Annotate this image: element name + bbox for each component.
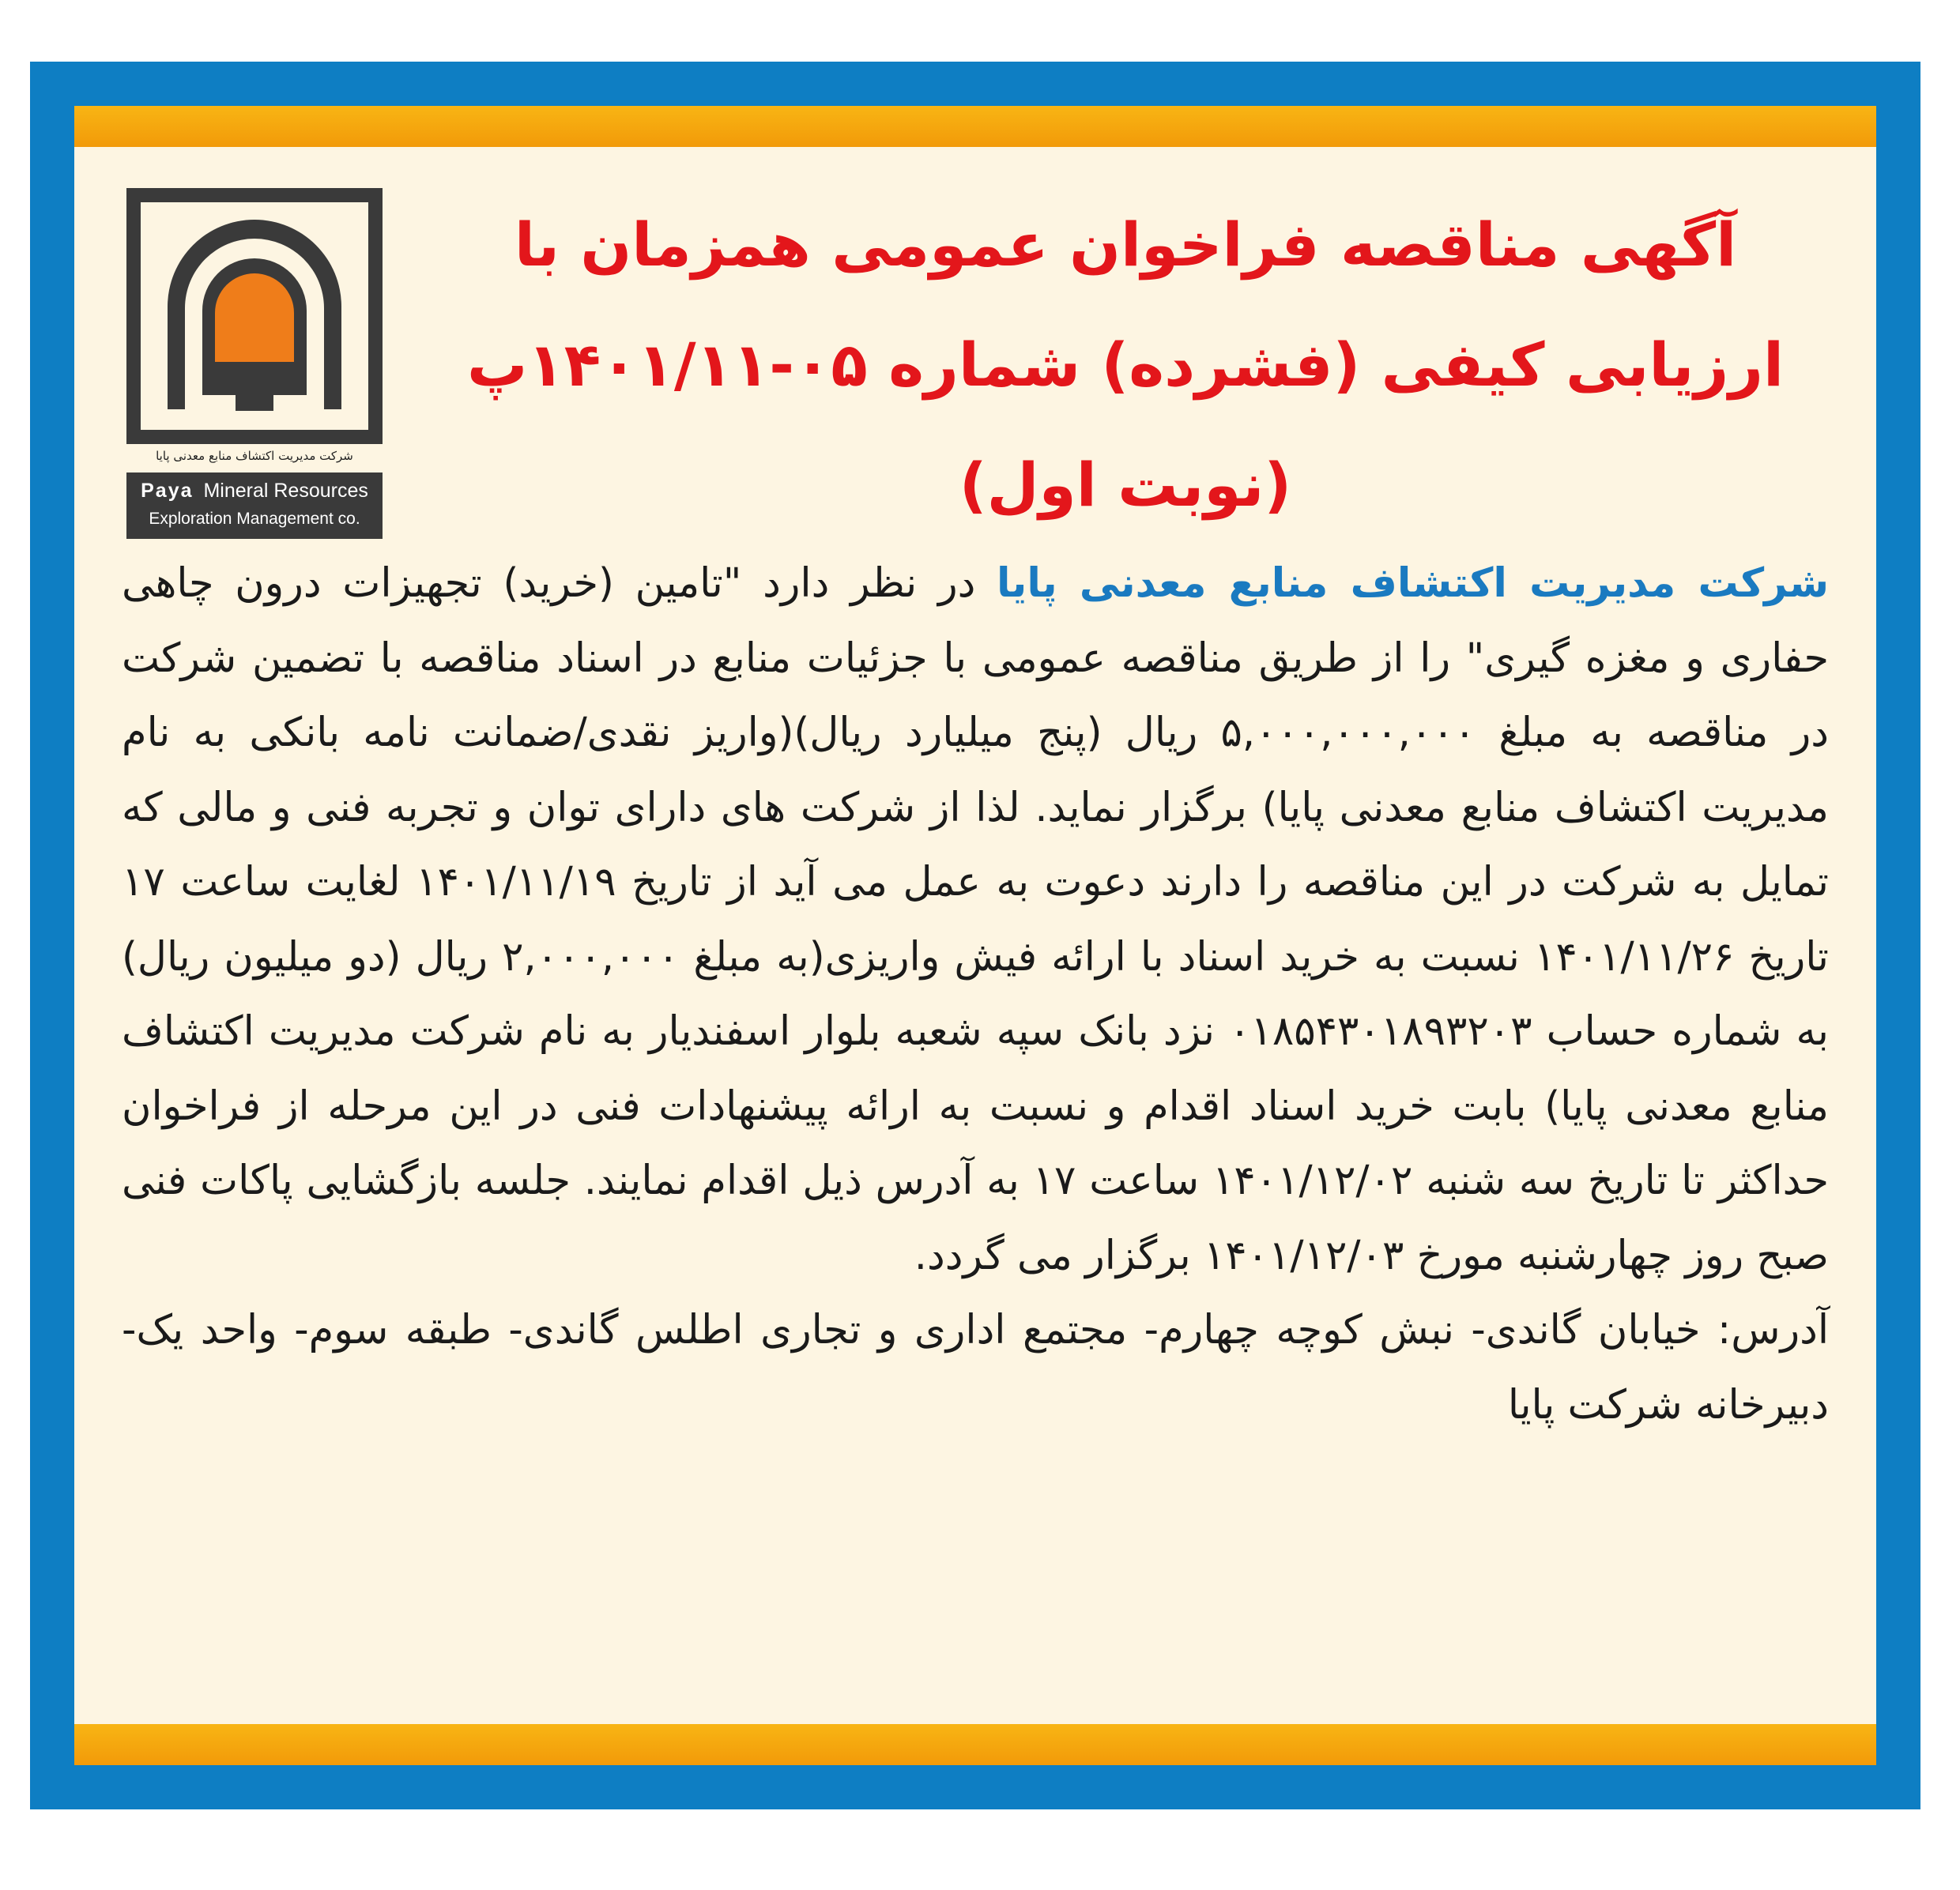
body-paragraph	[122, 547, 1829, 1293]
bottom-gold-bar	[74, 1724, 1876, 1765]
title-line-3: (نوبت اول)	[959, 450, 1292, 520]
logo-english-line1	[126, 472, 383, 506]
outer-frame	[30, 62, 1920, 1809]
top-gold-bar	[74, 106, 1876, 147]
body-text: در نظر دارد "تامین (خرید) تجهیزات درون چاهی حفاری و مغزه گیری" را از طریق مناقصه عمومی با جزئیات منابع در اسناد مناقصه با تضمین شرکت در مناقصه به مبلغ ۵,۰۰۰,۰۰۰,۰۰۰ ریال (پنج میلیارد ریال)(واریز نقدی/ضمانت نامه بانکی به نام مدیریت اکتشاف منابع معدنی پایا) برگزار نماید. لذا از شرکت های دارای توان و تجربه فنی و مالی که تمایل به شرکت در این مناقصه را دارند دعوت به عمل می آید از تاریخ ۱۴۰۱/۱۱/۱۹ لغایت ساعت ۱۷ تاریخ ۱۴۰۱/۱۱/۲۶ نسبت به خرید اسناد با ارائه فیش واریزی(به مبلغ ۲,۰۰۰,۰۰۰ ریال (دو میلیون ریال) به شماره حساب ۰۱۸۵۴۳۰۱۸۹۳۲۰۳ نزد بانک سپه شعبه بلوار اسفندیار به نام شرکت مدیریت اکتشاف منابع معدنی پایا) بابت خرید اسناد اقدام و نسبت به ارائه پیشنهادات فنی در این مرحله از فراخوان حداکثر تا تاریخ سه شنبه ۱۴۰۱/۱۲/۰۲ ساعت ۱۷ به آدرس ذیل اقدام نمایند. جلسه بازگشایی پاکات فنی صبح روز چهارشنبه مورخ ۱۴۰۱/۱۲/۰۳ برگزار می گردد.	[122, 560, 1830, 1279]
company-logo	[126, 188, 383, 542]
mine-tunnel-logo-icon	[126, 188, 383, 444]
title-line-2: ارزیابی کیفی (فشرده) شماره ۰۵-۱۴۰۱/۱۱پ	[466, 329, 1785, 400]
logo-english-line2: Exploration Management co.	[149, 510, 360, 528]
logo-english-subtitle: Mineral Resources	[203, 480, 368, 502]
notice-title	[438, 185, 1813, 545]
address: آدرس: خیابان گاندی- نبش کوچه چهارم- مجتمع اداری و تجاری اطلس گاندی- طبقه سوم- واحد یک- دبیرخانه شرکت پایا	[122, 1307, 1829, 1429]
title-line-1: آگهی مناقصه فراخوان عمومی همزمان با	[514, 209, 1737, 280]
logo-english-box	[126, 472, 383, 539]
notice-body	[122, 547, 1829, 1443]
company-name: شرکت مدیریت اکتشاف منابع معدنی پایا	[997, 560, 1829, 607]
logo-english-brand: Paya	[141, 480, 194, 502]
logo-persian-name: شرکت مدیریت اکتشاف منابع معدنی پایا	[156, 449, 353, 463]
notice-panel	[74, 106, 1876, 1765]
